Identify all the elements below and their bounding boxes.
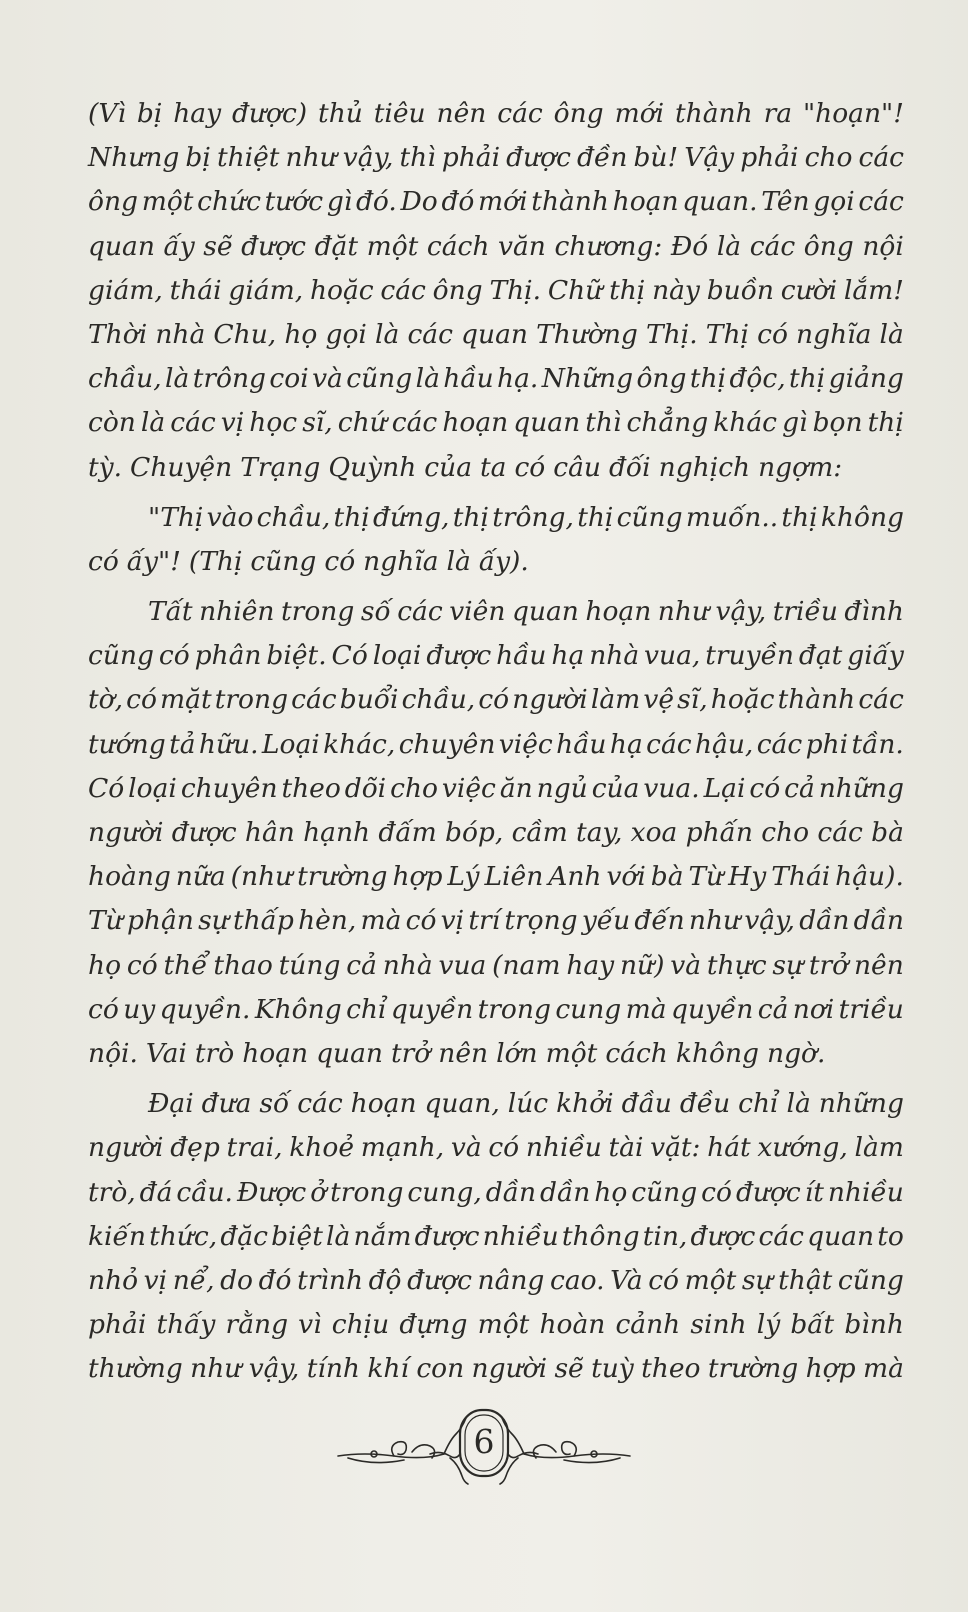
text-line: Đại đưa số các hoạn quan, lúc khởi đầu đều chỉ là những <box>148 1088 904 1120</box>
text-line: tỳ. Chuyện Trạng Quỳnh của ta có câu đối nghịch ngợm: <box>88 451 843 483</box>
text-line: ông một chức tước gì đó. Do đó mới thành hoạn quan. Tên gọi các <box>88 186 904 218</box>
text-line: còn là các vị học sĩ, chứ các hoạn quan thì chẳng khác gì bọn thị <box>88 407 904 439</box>
text-line: Nhưng bị thiệt như vậy, thì phải được đền bù! Vậy phải cho các <box>88 142 904 174</box>
text-line: có ấy"! (Thị cũng có nghĩa là ấy). <box>88 545 529 577</box>
text-line: kiến thức, đặc biệt là nắm được nhiều thông tin, được các quan to <box>88 1220 904 1252</box>
text-line: quan ấy sẽ được đặt một cách văn chương: Đó là các ông nội <box>88 230 904 262</box>
text-line: thường như vậy, tính khí con người sẽ tuỳ theo trường hợp mà <box>88 1353 904 1385</box>
text-line: trò, đá cầu. Được ở trong cung, dần dần họ cũng có được ít nhiều <box>88 1176 904 1208</box>
text-line: chầu, là trông coi và cũng là hầu hạ. Những ông thị độc, thị giảng <box>88 363 904 395</box>
text-line: người được hân hạnh đấm bóp, cầm tay, xoa phấn cho các bà <box>88 817 904 848</box>
text-line: hoàng nữa (như trường hợp Lý Liên Anh với bà Từ Hy Thái hậu). <box>88 861 904 893</box>
body-text <box>88 92 904 1391</box>
text-line: tờ, có mặt trong các buổi chầu, có người làm vệ sĩ, hoặc thành các <box>88 684 904 716</box>
text-line: Có loại chuyên theo dõi cho việc ăn ngủ của vua. Lại có cả những <box>88 772 904 804</box>
text-line: người đẹp trai, khoẻ mạnh, và có nhiều tài vặt: hát xướng, làm <box>88 1132 904 1164</box>
page-number: 6 <box>473 1422 495 1461</box>
text-line: Từ phận sự thấp hèn, mà có vị trí trọng yếu đến như vậy, dần dần <box>88 905 904 937</box>
text-line: họ có thể thao túng cả nhà vua (nam hay nữ) và thực sự trở nên <box>88 949 904 981</box>
text-line: tướng tả hữu. Loại khác, chuyên việc hầu hạ các hậu, các phi tần. <box>88 728 904 760</box>
text-line: có uy quyền. Không chỉ quyền trong cung mà quyền cả nơi triều <box>88 993 904 1025</box>
text-line: cũng có phân biệt. Có loại được hầu hạ nhà vua, truyền đạt giấy <box>88 640 904 672</box>
text-line: giám, thái giám, hoặc các ông Thị. Chữ thị này buồn cười lắm! <box>88 274 904 306</box>
text-line: nội. Vai trò hoạn quan trở nên lớn một cách không ngờ. <box>88 1037 826 1069</box>
text-line: (Vì bị hay được) thủ tiêu nên các ông mới thành ra "hoạn"! <box>88 98 904 129</box>
text-line: "Thị vào chầu, thị đứng, thị trông, thị cũng muốn.. thị không <box>148 501 904 533</box>
text-line: Tất nhiên trong số các viên quan hoạn như vậy, triều đình <box>148 596 904 628</box>
text-line: phải thấy rằng vì chịu đựng một hoàn cảnh sinh lý bất bình <box>88 1309 904 1341</box>
text-line: Thời nhà Chu, họ gọi là các quan Thường Thị. Thị có nghĩa là <box>88 318 904 350</box>
text-line: nhỏ vị nể, do đó trình độ được nâng cao. Và có một sự thật cũng <box>88 1264 904 1296</box>
